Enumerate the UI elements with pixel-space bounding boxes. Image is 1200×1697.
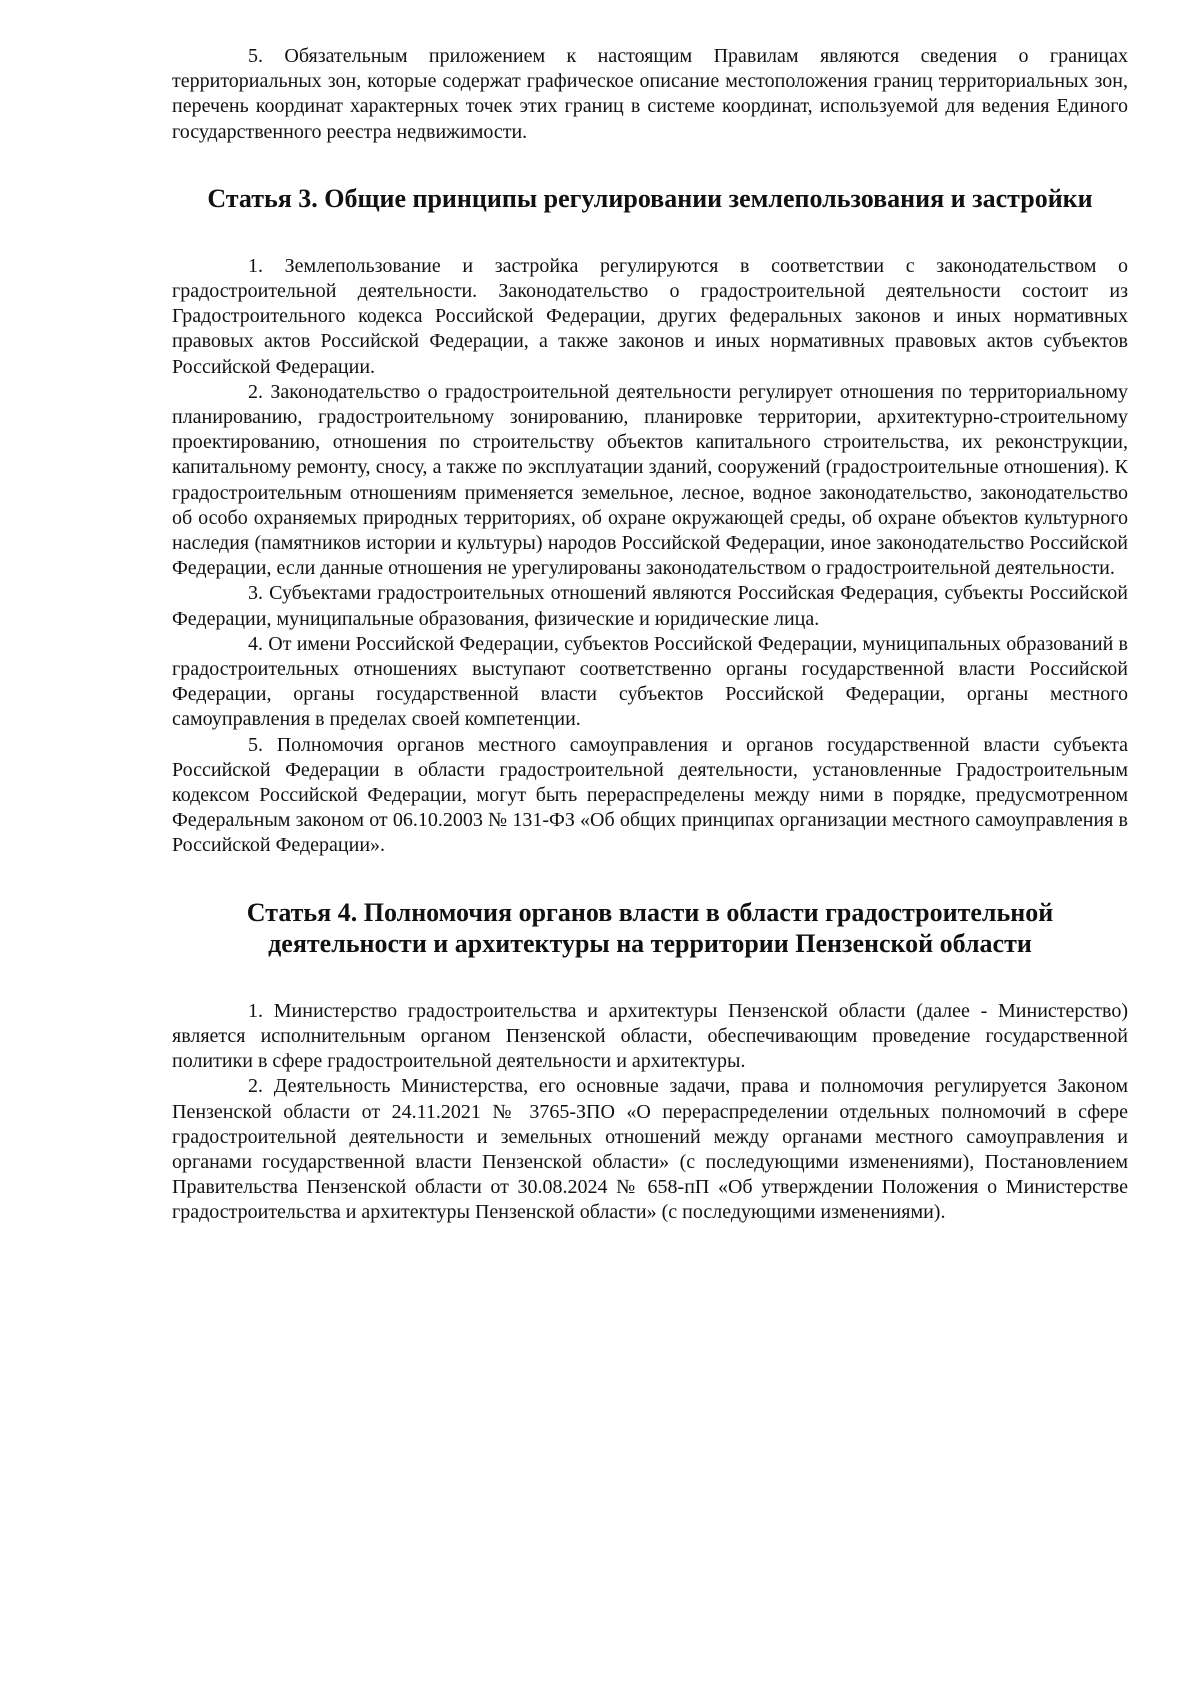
article-4-paragraph-1: 1. Министерство градостроительства и архитектуры Пензенской области (далее - Министерство) является исполнительным органом Пензенской области, обеспечивающим проведение государственной политики в сфере градостроительной деятельности и архитектуры. xyxy=(172,999,1128,1073)
article-3-title: Статья 3. Общие принципы регулировании землепользования и застройки xyxy=(207,183,1093,213)
intro-paragraph-5: 5. Обязательным приложением к настоящим Правилам являются сведения о границах территориальных зон, которые содержат графическое описание местоположения границ территориальных зон, перечень координат характерных точек этих границ в системе координат, используемой для ведения Единого государственного реестра недвижимости. xyxy=(172,45,1128,143)
spacer xyxy=(172,959,1128,999)
spacer xyxy=(172,859,1128,897)
article-4-paragraph-2: 2. Деятельность Министерства, его основные задачи, права и полномочия регулируется Законом Пензенской области от 24.11.2021 № 3765-ЗПО «О перераспределении отдельных полномочий в сфере градостроительной деятельности и земельных отношений между органами местного самоуправления и органами государственной власти Пензенской области» (с последующими изменениями), Постановлением Правительства Пензенской области от 30.08.2024 № 658-пП «Об утверждении Положения о Министерстве градостроительства и архитектуры Пензенской области» (с последующими изменениями). xyxy=(172,1075,1128,1224)
document-page xyxy=(172,44,1128,1226)
article-3-paragraph-3: 3. Субъектами градостроительных отношений являются Российская Федерация, субъекты Российской Федерации, муниципальные образования, физические и юридические лица. xyxy=(172,582,1128,630)
article-3-paragraph-5: 5. Полномочия органов местного самоуправления и органов государственной власти субъекта Российской Федерации в области градостроительной деятельности, установленные Градостроительным кодексом Российской Федерации, могут быть перераспределены между ними в порядке, предусмотренном Федеральным законом от 06.10.2003 № 131-ФЗ «Об общих принципах организации местного самоуправления в Российской Федерации». xyxy=(172,733,1128,857)
spacer xyxy=(172,214,1128,254)
article-3-paragraph-2: 2. Законодательство о градостроительной деятельности регулирует отношения по территориальному планированию, градостроительному зонированию, планировке территории, архитектурно-строительному проектированию, отношения по строительству объектов капитального строительства, их реконструкции, капитальному ремонту, сносу, а также по эксплуатации зданий, сооружений (градостроительные отношения). К градостроительным отношениям применяется земельное, лесное, водное законодательство, законодательство об особо охраняемых природных территориях, об охране окружающей среды, об охране объектов культурного наследия (памятников истории и культуры) народов Российской Федерации, иное законодательство Российской Федерации, если данные отношения не урегулированы законодательством о градостроительной деятельности. xyxy=(172,380,1128,580)
article-4-title: Статья 4. Полномочия органов власти в области градостроительной деятельности и архитектуры на территории Пензенской области xyxy=(246,897,1054,958)
article-3-paragraph-4: 4. От имени Российской Федерации, субъектов Российской Федерации, муниципальных образований в градостроительных отношениях выступают соответственно органы государственной власти Российской Федерации, органы государственной власти субъектов Российской Федерации, органы местного самоуправления в пределах своей компетенции. xyxy=(172,632,1128,731)
spacer xyxy=(172,145,1128,183)
article-3-paragraph-1: 1. Землепользование и застройка регулируются в соответствии с законодательством о градостроительной деятельности. Законодательство о градостроительной деятельности состоит из Градостроительного кодекса Российской Федерации, других федеральных законов и иных нормативных правовых актов Российской Федерации, а также законов и иных нормативных правовых актов субъектов Российской Федерации. xyxy=(172,254,1128,378)
